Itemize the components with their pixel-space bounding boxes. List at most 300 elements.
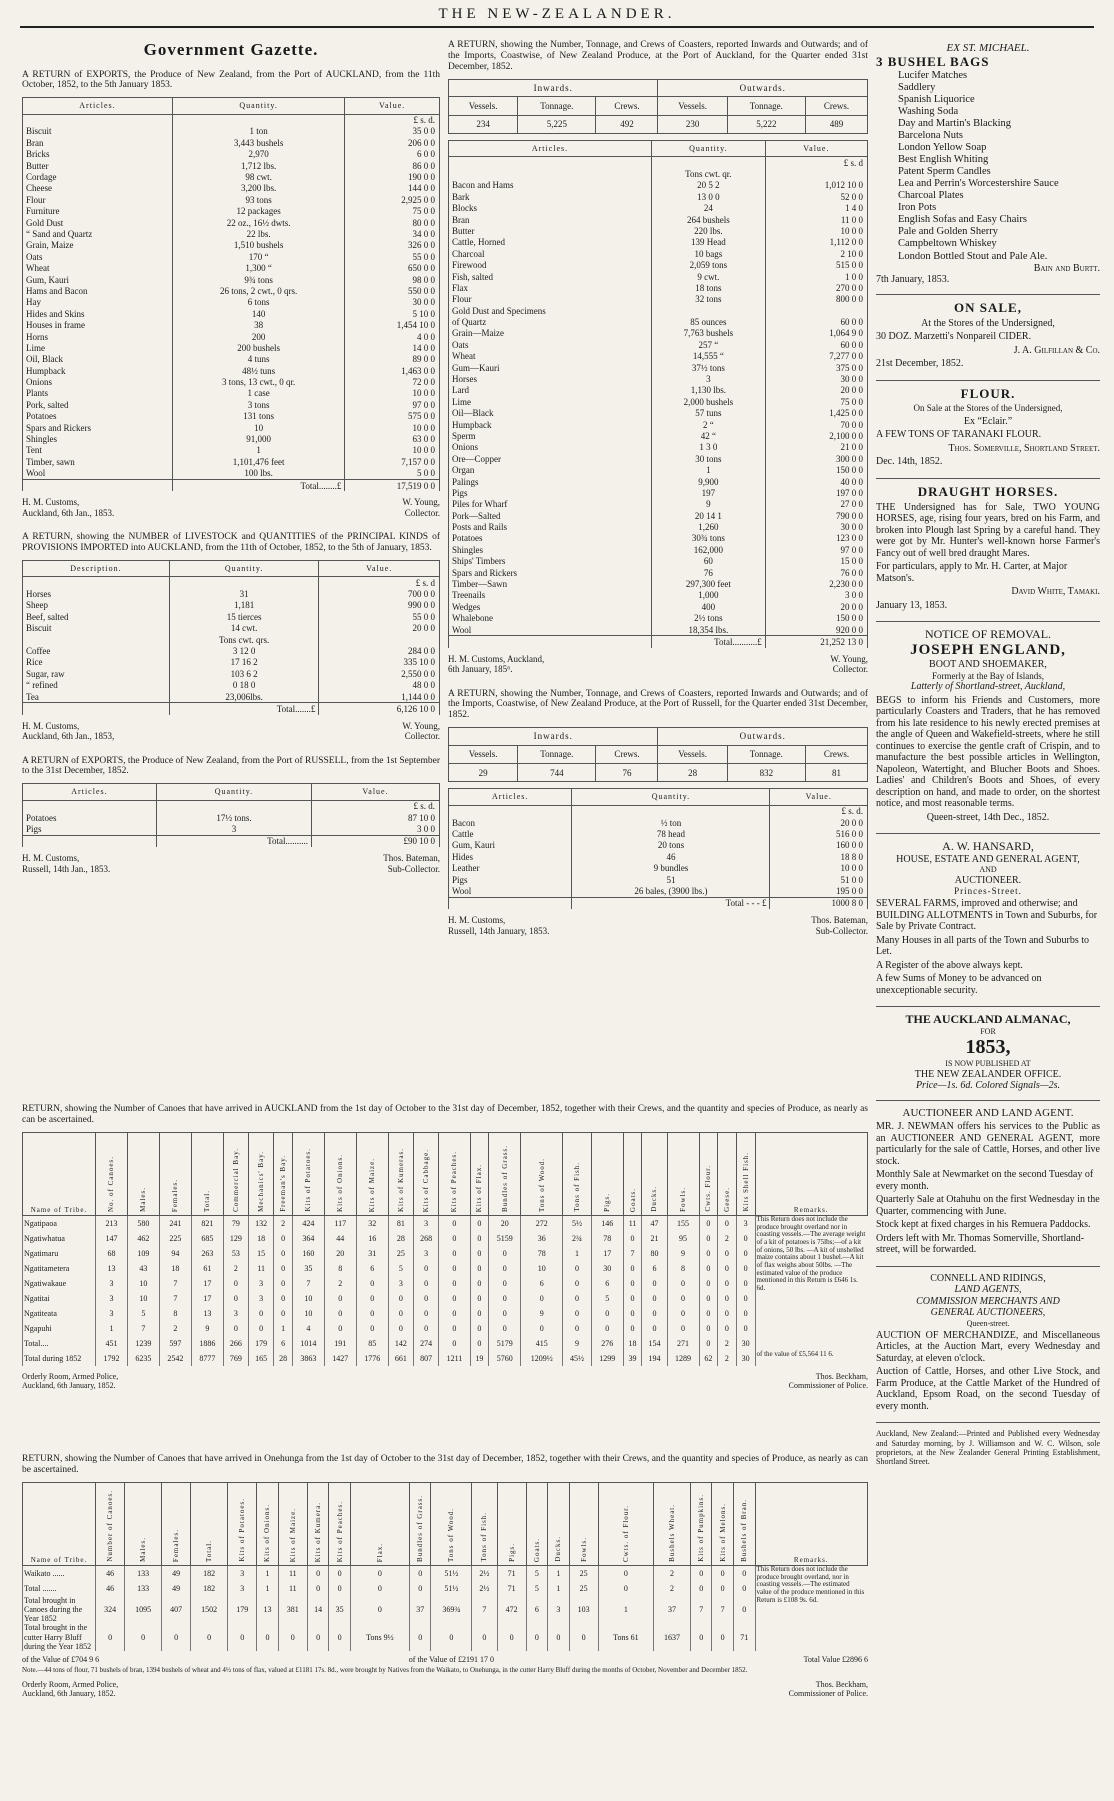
data-cell: 0 — [257, 1623, 278, 1651]
table-row — [23, 354, 440, 365]
data-cell: 0 — [470, 1261, 489, 1276]
data-cell: 274 — [413, 1336, 438, 1351]
article-cell: Horns — [23, 331, 173, 342]
column-header — [569, 1482, 598, 1565]
ad-street: Princes-Street. — [954, 886, 1022, 897]
data-cell: 0 — [350, 1565, 409, 1581]
data-cell: 0 — [699, 1291, 718, 1306]
value-cell: 2,550 0 0 — [319, 668, 440, 679]
data-cell: 5½ — [563, 1215, 592, 1231]
column-header — [521, 1132, 563, 1215]
value-cell: 20 0 0 — [765, 601, 867, 612]
table-row — [23, 1321, 868, 1336]
data-cell: 16 — [356, 1231, 388, 1246]
data-cell: 821 — [191, 1215, 223, 1231]
sig-left: H. M. Customs, Russell, 14th Jan., 1853. — [22, 853, 111, 874]
article-cell: Cattle — [449, 828, 572, 839]
data-cell: 0 — [623, 1306, 642, 1321]
value-cell: 1 4 0 — [765, 203, 867, 214]
tribe-cell: Total ....... — [23, 1581, 96, 1596]
column-header-text: Tons of Wood. — [537, 1157, 546, 1212]
article-cell: Posts and Rails — [449, 522, 652, 533]
data-cell: 3 — [249, 1276, 274, 1291]
quantity-cell: 1,181 — [169, 600, 319, 611]
data-cell: 580 — [127, 1215, 159, 1231]
data-cell: 3 — [413, 1246, 438, 1261]
outwards-label: Outwards. — [658, 79, 868, 96]
column-header-text: Males. — [139, 1186, 148, 1212]
data-cell: 1 — [548, 1581, 569, 1596]
table-row — [23, 1306, 868, 1321]
value-cell: 550 0 0 — [345, 285, 440, 296]
data-cell: 37 — [654, 1596, 691, 1624]
ad-sign: Bain and Burtt. — [1033, 262, 1100, 274]
total-label: Total........£ — [172, 480, 344, 492]
total-label: Total...........£ — [651, 636, 765, 648]
data-cell: 4 — [292, 1321, 324, 1336]
article-cell: Gum, Kauri — [23, 274, 173, 285]
table-row — [449, 260, 868, 271]
column-header-text: Bundles of Grass. — [500, 1144, 509, 1212]
ad-date: 7th January, 1853. — [876, 274, 950, 286]
data-cell: 0 — [439, 1276, 470, 1291]
data-cell: 0 — [413, 1291, 438, 1306]
ad-sign: David White, Tamaki. — [1011, 586, 1100, 598]
quantity-cell: 20 14 1 — [651, 510, 765, 521]
data-cell: 661 — [388, 1351, 413, 1366]
data-cell: 0 — [470, 1306, 489, 1321]
data-cell: 25 — [388, 1246, 413, 1261]
table-row — [449, 544, 868, 555]
article-cell: Piles for Wharf — [449, 499, 652, 510]
data-cell: 9 — [191, 1321, 223, 1336]
value-cell: 4 0 0 — [345, 331, 440, 342]
column-header-text: Kits of Flax. — [475, 1163, 484, 1212]
table-row — [449, 282, 868, 293]
coasters-auckland-title: A RETURN, showing the Number, Tonnage, and Crews of Coasters, reported Inwards and Outwards; and of the Imports, Coastwise, of New Zealand Produce, at the Port of Auckland, for the Quarter ended 31st December, 1852. — [448, 40, 868, 72]
data-cell: 6 — [356, 1261, 388, 1276]
quantity-cell: 197 — [651, 487, 765, 498]
value-cell: 1 0 0 — [765, 271, 867, 282]
data-cell: 0 — [690, 1623, 711, 1651]
column-header-text: Geese. — [722, 1186, 731, 1212]
value-cell: 270 0 0 — [765, 282, 867, 293]
data-cell: 0 — [470, 1276, 489, 1291]
exports-auckland-table — [22, 97, 440, 491]
ad-body: THE Undersigned has for Sale, TWO YOUNG HORSES, age, rising four years, bred on his Farm, and broken into Plough last Spring by a careful hand. They were got by Mr. Hunter's well-known horse Farmer's Fancy out of well bred draught Mares. — [876, 501, 1100, 559]
data-cell: 0 — [324, 1321, 356, 1336]
article-cell: Hay — [23, 297, 173, 308]
data-cell: 0 — [489, 1306, 521, 1321]
value-cell: 160 0 0 — [770, 840, 868, 851]
quantity-cell: 2 “ — [651, 419, 765, 430]
io-value: 492 — [596, 115, 658, 133]
list-item: London Bottled Stout and Pale Ale. — [898, 250, 1048, 262]
table-row — [449, 442, 868, 453]
io-values — [449, 764, 868, 782]
header-articles: Articles. — [23, 98, 173, 114]
quantity-cell: 37½ tons — [651, 362, 765, 373]
article-cell: “ Sand and Quartz — [23, 228, 173, 239]
exports-russell-body — [23, 800, 440, 847]
coasters-auckland-signature — [448, 654, 868, 675]
value-cell: 10 0 0 — [345, 422, 440, 433]
data-cell: 0 — [591, 1306, 623, 1321]
data-cell: 32 — [356, 1215, 388, 1231]
value-cell: 3 0 0 — [312, 823, 440, 835]
data-cell: 1 — [598, 1596, 653, 1624]
data-cell: 0 — [223, 1321, 248, 1336]
data-cell: 129 — [223, 1231, 248, 1246]
article-cell: Bark — [449, 191, 652, 202]
quantity-cell: 24 — [651, 203, 765, 214]
table-row — [23, 126, 440, 137]
data-cell: 2½ — [472, 1565, 497, 1581]
value-cell: 21 0 0 — [765, 442, 867, 453]
header-quantity: Quantity. — [172, 98, 344, 114]
table-row — [449, 522, 868, 533]
livestock-signature — [22, 721, 440, 742]
data-cell: 146 — [591, 1215, 623, 1231]
table-row — [23, 1291, 868, 1306]
data-cell: 2½ — [472, 1581, 497, 1596]
onehunga-values — [22, 1655, 868, 1664]
article-cell: Gum—Kauri — [449, 362, 652, 373]
ad-date: Queen-street, 14th Dec., 1852. — [926, 811, 1050, 823]
data-cell: 0 — [307, 1581, 328, 1596]
sig-left: H. M. Customs, Auckland, 6th January, 185⁶. — [448, 653, 545, 675]
quantity-cell: 1,130 lbs. — [651, 385, 765, 396]
data-cell: 0 — [249, 1321, 274, 1336]
quantity-cell: 2½ tons — [651, 613, 765, 624]
canoes-onehunga-body — [23, 1565, 868, 1651]
data-cell: 0 — [439, 1215, 470, 1231]
value-cell: 72 0 0 — [345, 377, 440, 388]
value-cell: 197 0 0 — [765, 487, 867, 498]
value-cell: 575 0 0 — [345, 411, 440, 422]
quantity-cell: 30 tons — [651, 453, 765, 464]
ad-lately: Latterly of Shortland-street, Auckland, — [910, 681, 1066, 693]
sig-right: Thos. Beckham, Commissioner of Police. — [788, 1680, 868, 1699]
column-header-text: Remarks. — [793, 1555, 829, 1564]
article-cell: “ refined — [23, 680, 170, 691]
quantity-cell: 139 Head — [651, 237, 765, 248]
data-cell: 0 — [356, 1291, 388, 1306]
quantity-cell: 2,970 — [172, 149, 344, 160]
coasters-russell-title: A RETURN, showing the Number, Tonnage, and Crews of Coasters, reported Inwards and Outwards; and of the Imports, Coastwise, of New Zealand Produce, at the Port of Russell, for the Quarter ended 31st December, 1852. — [448, 688, 868, 721]
quantity-cell: 257 “ — [651, 339, 765, 350]
article-cell: Rice — [23, 657, 170, 668]
data-cell: 47 — [642, 1215, 667, 1231]
canoes-auckland-title: RETURN, showing the Number of Canoes that have arrived in AUCKLAND from the 1st day of October to the 31st day of December, 1852, together with their Crews, and the quantity and species of Produce, as nearly as can be ascertained. — [22, 1104, 868, 1125]
imprint: Auckland, New Zealand:—Printed and Published every Wednesday and Saturday morning, by J. Williamson and W. C. Wilson, sole proprietors, at the New Zealander General Printing Establishment, Shortland Street. — [876, 1429, 1100, 1467]
column-header-text: Bushels Wheat. — [667, 1503, 676, 1562]
data-cell: 62 — [699, 1351, 718, 1366]
header-articles: Articles. — [449, 789, 572, 805]
total-value: 1000 8 0 — [770, 897, 868, 909]
data-cell: 0 — [598, 1581, 653, 1596]
canoes-onehunga-headers — [23, 1482, 868, 1565]
outwards-label: Outwards. — [658, 728, 868, 745]
data-cell: 85 — [356, 1336, 388, 1351]
data-cell: 7 — [159, 1276, 191, 1291]
value-cell: 11 0 0 — [765, 214, 867, 225]
coasters-russell — [448, 689, 868, 936]
data-cell: 1211 — [439, 1351, 470, 1366]
tribe-cell: Ngatimaru — [23, 1246, 96, 1261]
value-cell: 1,454 10 0 — [345, 320, 440, 331]
data-cell: 0 — [699, 1306, 718, 1321]
data-cell: 0 — [439, 1246, 470, 1261]
table-row — [449, 499, 868, 510]
column-header-text: Number of Canoes. — [106, 1490, 115, 1562]
value-cell: 284 0 0 — [319, 646, 440, 657]
data-cell: 0 — [324, 1306, 356, 1321]
data-cell: 268 — [413, 1231, 438, 1246]
data-cell: 39 — [623, 1351, 642, 1366]
article-cell: Pigs — [23, 823, 157, 835]
value-cell: 60 0 0 — [765, 339, 867, 350]
io-headers — [449, 745, 868, 763]
value-cell: 34 0 0 — [345, 228, 440, 239]
table-row — [23, 589, 440, 600]
quantity-cell: 18 tons — [651, 282, 765, 293]
canoes-auckland — [22, 1100, 868, 1404]
quantity-cell: 1,510 bushels — [172, 240, 344, 251]
value-cell: 1,012 10 0 — [765, 180, 867, 191]
article-cell: Sugar, raw — [23, 668, 170, 679]
data-cell: 0 — [274, 1231, 293, 1246]
table-row — [449, 328, 868, 339]
exports-russell-table — [22, 783, 440, 847]
ad-st-michael — [876, 36, 1100, 295]
data-cell: 0 — [642, 1291, 667, 1306]
data-cell: 0 — [274, 1291, 293, 1306]
data-cell: 0 — [736, 1276, 755, 1291]
data-cell: 1014 — [292, 1336, 324, 1351]
quantity-cell: 140 — [172, 308, 344, 319]
data-cell: 53 — [223, 1246, 248, 1261]
data-cell: 807 — [413, 1351, 438, 1366]
column-header — [249, 1132, 274, 1215]
column-3-ads — [876, 36, 1100, 1466]
value-cell: 3 0 0 — [765, 590, 867, 601]
value-cell: 144 0 0 — [345, 183, 440, 194]
column-header-text: Ducks. — [650, 1186, 659, 1212]
article-cell: Beef, salted — [23, 611, 170, 622]
ad-date: Dec. 14th, 1852. — [876, 456, 943, 468]
ad-heading: DRAUGHT HORSES. — [917, 483, 1059, 499]
data-cell: 0 — [439, 1231, 470, 1246]
canoes-onehunga-table — [22, 1482, 868, 1651]
value-cell: 326 0 0 — [345, 240, 440, 251]
data-cell: 78 — [591, 1231, 623, 1246]
data-cell: 5179 — [489, 1336, 521, 1351]
data-cell: 13 — [191, 1306, 223, 1321]
tribe-cell: Ngatitai — [23, 1291, 96, 1306]
column-header-text: Kits of Kumera. — [314, 1501, 323, 1562]
header-value: Value. — [312, 784, 440, 800]
article-cell: Biscuit — [23, 126, 173, 137]
data-cell: 0 — [470, 1321, 489, 1336]
io-col-header: Tonnage. — [518, 745, 596, 763]
ad-role: AUCTIONEER. — [954, 874, 1022, 886]
value-cell: 375 0 0 — [765, 362, 867, 373]
sig-left: H. M. Customs, Auckland, 6th Jan., 1853, — [22, 720, 115, 742]
quantity-cell: 297,300 feet — [651, 579, 765, 590]
value-cell: 30 0 0 — [765, 522, 867, 533]
data-cell: 71 — [497, 1581, 526, 1596]
value-cell: 335 10 0 — [319, 657, 440, 668]
value-cell: 990 0 0 — [319, 600, 440, 611]
data-cell: Tons 61 — [598, 1623, 653, 1651]
data-cell: 46 — [96, 1565, 125, 1581]
column-header — [470, 1132, 489, 1215]
column-header — [563, 1132, 592, 1215]
table-row — [23, 1231, 868, 1246]
data-cell: 424 — [292, 1215, 324, 1231]
quantity-cell: 9¾ tons — [172, 274, 344, 285]
value-cell: 75 0 0 — [765, 396, 867, 407]
value-cell: 5 10 0 — [345, 308, 440, 319]
data-cell: 25 — [569, 1565, 598, 1581]
data-cell: 1 — [548, 1565, 569, 1581]
value-cell: 18 8 0 — [770, 851, 868, 862]
data-cell: 18 — [249, 1231, 274, 1246]
table-row — [23, 456, 440, 467]
column-header — [413, 1132, 438, 1215]
data-cell: 0 — [472, 1623, 497, 1651]
table-row — [23, 812, 440, 823]
total-value: 21,252 13 0 — [765, 636, 867, 648]
column-header-text: Kits of Onions. — [263, 1503, 272, 1562]
column-header-text: Flax. — [375, 1542, 384, 1562]
ad-l2: LAND AGENTS, — [954, 1284, 1022, 1296]
data-cell: 0 — [356, 1306, 388, 1321]
data-cell: 0 — [736, 1231, 755, 1246]
data-cell: 0 — [563, 1306, 592, 1321]
data-cell: 6 — [591, 1276, 623, 1291]
data-cell: 133 — [125, 1581, 162, 1596]
table-row — [449, 624, 868, 636]
coasters-auckland-table — [448, 140, 868, 648]
data-cell: 0 — [563, 1321, 592, 1336]
data-cell: 369¾ — [431, 1596, 472, 1624]
data-cell: 0 — [548, 1623, 569, 1651]
data-cell: 0 — [439, 1321, 470, 1336]
data-cell: 6 — [274, 1336, 293, 1351]
column-header — [307, 1482, 328, 1565]
io-value: 81 — [805, 764, 867, 782]
column-header — [699, 1132, 718, 1215]
data-cell: 0 — [736, 1261, 755, 1276]
quantity-cell: 3 tons, 13 cwt., 0 qr. — [172, 377, 344, 388]
column-header-text: Kits of Kumeras. — [396, 1147, 405, 1212]
value-cell: 5 0 0 — [345, 468, 440, 480]
data-cell: 51½ — [431, 1581, 472, 1596]
article-cell: Bacon and Hams — [449, 180, 652, 191]
quantity-cell: 162,000 — [651, 544, 765, 555]
value-cell: 920 0 0 — [765, 624, 867, 636]
value-cell: 15 0 0 — [765, 556, 867, 567]
onehunga-note: Note.—44 tons of flour, 71 bushels of bran, 1394 bushels of wheat and 4½ tons of flax, valued at £1181 17s. 8d., were brought by Natives from the Waikato, to Onehunga, in the cutter Harry Bluff during the months of October, November and December 1852. — [22, 1666, 748, 1675]
data-cell: 1886 — [191, 1336, 223, 1351]
data-cell: 43 — [127, 1261, 159, 1276]
list-item: Washing Soda — [898, 105, 959, 117]
column-header-text: Kits of Melons. — [718, 1503, 727, 1562]
ad-body: SEVERAL FARMS, improved and otherwise; and BUILDING ALLOTMENTS in Town and Suburbs, for Sale by Private Contract. — [876, 898, 1098, 933]
data-cell: 18 — [623, 1336, 642, 1351]
column-header-text: Cwts. of Flour. — [621, 1504, 630, 1562]
empty-remark — [755, 1336, 868, 1351]
column-header-text: Females. — [171, 1178, 180, 1212]
data-cell: 5 — [526, 1565, 547, 1581]
article-cell: Wool — [23, 468, 173, 480]
column-header — [755, 1482, 868, 1565]
data-cell: 1209½ — [521, 1351, 563, 1366]
data-cell: 0 — [699, 1276, 718, 1291]
table-row — [23, 1336, 868, 1351]
value-cell: 10 0 0 — [345, 445, 440, 456]
article-cell: Oil, Black — [23, 354, 173, 365]
data-cell: 15 — [249, 1246, 274, 1261]
data-cell: 0 — [356, 1321, 388, 1336]
article-cell: Spars and Rickers — [23, 422, 173, 433]
data-cell: 0 — [521, 1321, 563, 1336]
article-cell: Potatoes — [23, 411, 173, 422]
article-cell: Fish, salted — [449, 271, 652, 282]
data-cell: 2 — [274, 1215, 293, 1231]
article-cell: Shingles — [449, 544, 652, 555]
data-cell: 241 — [159, 1215, 191, 1231]
data-cell: 8 — [159, 1306, 191, 1321]
ad-p4: A few Sums of Money to be advanced on unexceptionable security. — [876, 973, 1042, 996]
quantity-cell: 3 12 0 — [169, 646, 319, 657]
quantity-cell: 76 — [651, 567, 765, 578]
ad-year: 1853, — [965, 1036, 1011, 1059]
data-cell: 35 — [292, 1261, 324, 1276]
data-cell: 10 — [521, 1261, 563, 1276]
data-cell: 407 — [162, 1596, 191, 1624]
value-cell: 790 0 0 — [765, 510, 867, 521]
masthead: THE NEW-ZEALANDER. — [438, 6, 676, 22]
article-cell: of Quartz — [449, 317, 652, 328]
article-cell: Wool — [449, 885, 572, 897]
sig-left: H. M. Customs, Russell, 14th January, 1853. — [448, 915, 550, 936]
article-cell: Butter — [449, 225, 652, 236]
list-item: Day and Martin's Blacking — [898, 117, 1011, 129]
data-cell: 0 — [623, 1321, 642, 1336]
data-cell: 3 — [736, 1215, 755, 1231]
article-cell: Ore—Copper — [449, 453, 652, 464]
io-headers — [449, 97, 868, 115]
data-cell: 3 — [228, 1565, 257, 1581]
header-value: Value. — [319, 561, 440, 577]
column-header-text: Ducks. — [554, 1536, 563, 1562]
data-cell: 0 — [623, 1291, 642, 1306]
data-cell: 0 — [718, 1291, 737, 1306]
data-cell: 8 — [667, 1261, 699, 1276]
column-header-text: Total. — [205, 1539, 214, 1562]
data-cell: 7 — [292, 1276, 324, 1291]
quantity-cell: 17½ tons. — [156, 812, 311, 823]
ad-sub: On Sale at the Stores of the Undersigned, — [913, 403, 1063, 414]
data-cell: 0 — [388, 1306, 413, 1321]
data-cell: 0 — [667, 1306, 699, 1321]
data-cell: 8 — [324, 1261, 356, 1276]
quantity-cell: 3 tons — [172, 399, 344, 410]
ad-ex: Ex “Eclair.” — [963, 415, 1013, 427]
